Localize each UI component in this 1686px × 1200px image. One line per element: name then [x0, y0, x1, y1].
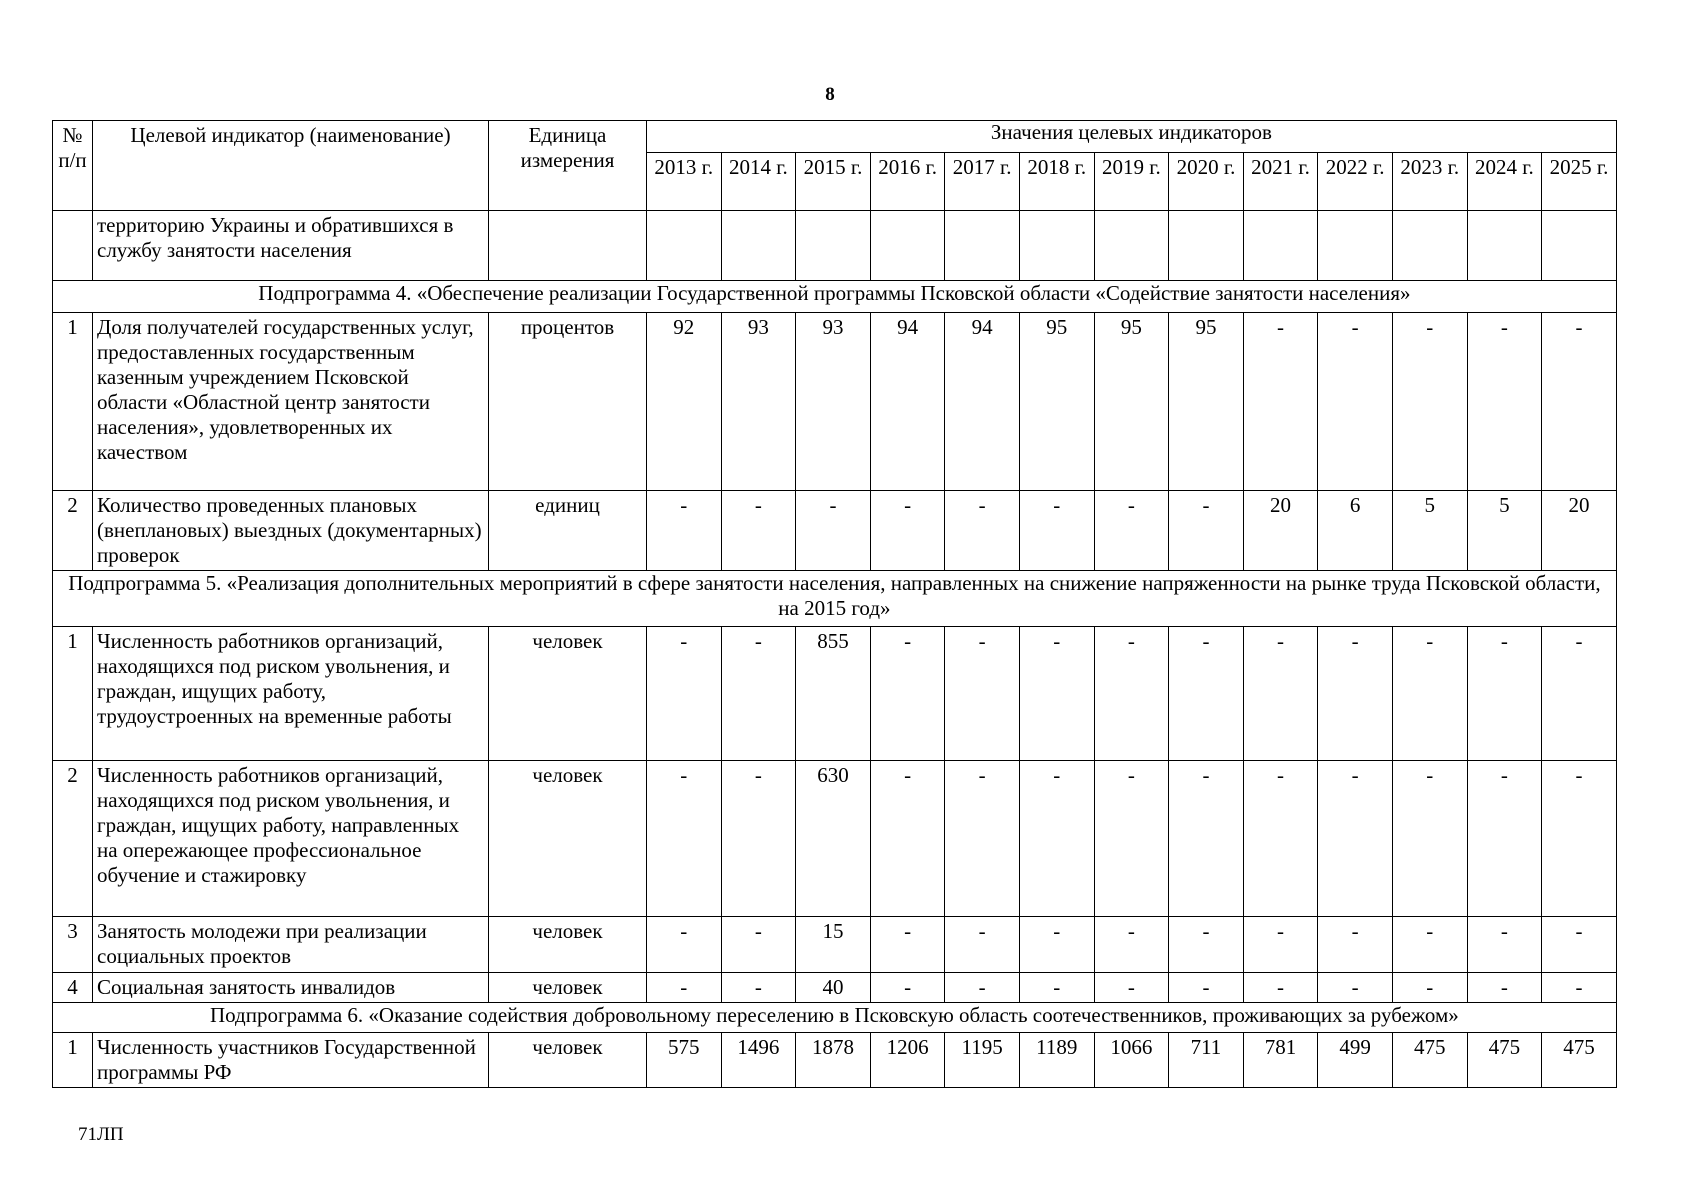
indicator-value: 630 — [796, 761, 871, 917]
indicator-value — [1542, 211, 1617, 281]
subprogram-section-row — [53, 281, 1617, 313]
indicator-value: 5 — [1392, 491, 1467, 571]
page-number: 8 — [825, 84, 835, 105]
subprogram-title: Подпрограмма 6. «Оказание содействия добровольному переселению в Псковскую область соотечественников, проживающих за рубежом» — [53, 1003, 1617, 1033]
indicator-value: 6 — [1318, 491, 1393, 571]
indicator-value: - — [1392, 761, 1467, 917]
indicator-value: - — [1094, 917, 1169, 973]
indicator-value: - — [945, 761, 1020, 917]
indicator-name: территорию Украины и обратившихся в службу занятости населения — [93, 211, 489, 281]
indicator-value: 5 — [1467, 491, 1542, 571]
indicator-value: - — [1169, 973, 1244, 1003]
indicator-value: 93 — [721, 313, 796, 491]
indicator-unit: человек — [489, 1033, 647, 1088]
indicator-row — [53, 1033, 1617, 1088]
indicator-value: - — [1542, 761, 1617, 917]
indicator-row — [53, 627, 1617, 761]
indicator-value: - — [721, 627, 796, 761]
indicator-value — [1169, 211, 1244, 281]
indicator-value: 781 — [1243, 1033, 1318, 1088]
target-indicators-table — [52, 120, 1617, 1088]
row-number: 3 — [53, 917, 93, 973]
indicator-unit: процентов — [489, 313, 647, 491]
indicator-value: - — [1318, 313, 1393, 491]
indicator-unit: человек — [489, 761, 647, 917]
row-number: 1 — [53, 313, 93, 491]
indicator-value: 1206 — [870, 1033, 945, 1088]
indicator-value: - — [945, 973, 1020, 1003]
indicator-value: - — [1243, 313, 1318, 491]
header-year: 2021 г. — [1243, 153, 1318, 211]
indicator-value — [1318, 211, 1393, 281]
indicator-value: - — [1019, 761, 1094, 917]
indicator-value: - — [1318, 973, 1393, 1003]
indicator-row — [53, 491, 1617, 571]
table-header — [53, 121, 1617, 211]
indicator-name: Количество проведенных плановых (внеплановых) выездных (документарных) проверок — [93, 491, 489, 571]
indicator-value: 95 — [1019, 313, 1094, 491]
indicator-value — [870, 211, 945, 281]
indicator-value: - — [1392, 627, 1467, 761]
indicator-value: - — [1467, 917, 1542, 973]
indicator-row — [53, 917, 1617, 973]
subprogram-title: Подпрограмма 4. «Обеспечение реализации Государственной программы Псковской области «Содействие занятости населения» — [53, 281, 1617, 313]
indicator-name: Численность работников организаций, находящихся под риском увольнения, и граждан, ищущих работу, направленных на опережающее профессиональное обучение и стажировку — [93, 761, 489, 917]
header-year: 2018 г. — [1019, 153, 1094, 211]
table-body — [53, 211, 1617, 1088]
indicator-value: - — [1392, 917, 1467, 973]
header-year: 2022 г. — [1318, 153, 1393, 211]
indicator-value — [721, 211, 796, 281]
indicator-value: - — [1467, 761, 1542, 917]
indicator-value: - — [1169, 917, 1244, 973]
header-year: 2025 г. — [1542, 153, 1617, 211]
indicator-value: - — [1019, 917, 1094, 973]
indicator-value: - — [1392, 313, 1467, 491]
indicator-row — [53, 211, 1617, 281]
subprogram-section-row — [53, 571, 1617, 627]
indicator-value: 1496 — [721, 1033, 796, 1088]
indicator-value: - — [1467, 313, 1542, 491]
header-year: 2013 г. — [647, 153, 722, 211]
indicator-value: - — [1243, 761, 1318, 917]
indicator-value — [1467, 211, 1542, 281]
indicator-unit — [489, 211, 647, 281]
indicator-value: - — [1094, 491, 1169, 571]
indicator-value: - — [647, 973, 722, 1003]
header-year: 2017 г. — [945, 153, 1020, 211]
indicator-name: Численность участников Государственной программы РФ — [93, 1033, 489, 1088]
indicator-value: - — [870, 917, 945, 973]
indicator-value: - — [721, 973, 796, 1003]
indicator-value — [1392, 211, 1467, 281]
indicator-value: - — [870, 491, 945, 571]
header-year: 2014 г. — [721, 153, 796, 211]
indicator-value: - — [1392, 973, 1467, 1003]
indicator-value: - — [796, 491, 871, 571]
row-number — [53, 211, 93, 281]
indicator-value: - — [1318, 627, 1393, 761]
indicator-unit: человек — [489, 917, 647, 973]
indicator-value: - — [1094, 973, 1169, 1003]
indicator-value: - — [721, 917, 796, 973]
indicator-value: - — [647, 627, 722, 761]
indicator-value: - — [1542, 973, 1617, 1003]
indicator-value: 475 — [1467, 1033, 1542, 1088]
header-year: 2024 г. — [1467, 153, 1542, 211]
indicator-value: - — [1019, 973, 1094, 1003]
indicator-value: - — [870, 627, 945, 761]
indicator-value: - — [1169, 761, 1244, 917]
indicator-value: - — [1019, 491, 1094, 571]
indicator-value: 92 — [647, 313, 722, 491]
indicator-value: - — [647, 917, 722, 973]
indicator-value: - — [647, 761, 722, 917]
document-code: 71ЛП — [78, 1124, 124, 1145]
indicator-row — [53, 761, 1617, 917]
indicator-value — [647, 211, 722, 281]
header-unit: Единица измерения — [489, 121, 647, 211]
indicator-value: - — [1243, 973, 1318, 1003]
indicator-value: 93 — [796, 313, 871, 491]
indicator-value: 95 — [1094, 313, 1169, 491]
indicator-value — [1243, 211, 1318, 281]
subprogram-title: Подпрограмма 5. «Реализация дополнительных мероприятий в сфере занятости населения, направленных на снижение напряженности на рынке труда Псковской области, на 2015 год» — [53, 571, 1617, 627]
header-year: 2019 г. — [1094, 153, 1169, 211]
header-year: 2015 г. — [796, 153, 871, 211]
indicator-value: 94 — [870, 313, 945, 491]
indicator-value: - — [1542, 313, 1617, 491]
row-number: 4 — [53, 973, 93, 1003]
indicator-value: - — [1169, 491, 1244, 571]
indicator-value: - — [721, 491, 796, 571]
indicator-value: 1878 — [796, 1033, 871, 1088]
indicator-name: Численность работников организаций, находящихся под риском увольнения, и граждан, ищущих работу, трудоустроенных на временные работы — [93, 627, 489, 761]
row-number: 1 — [53, 1033, 93, 1088]
row-number: 2 — [53, 491, 93, 571]
indicator-value: - — [1243, 917, 1318, 973]
indicator-value: 711 — [1169, 1033, 1244, 1088]
indicator-value — [796, 211, 871, 281]
header-year: 2023 г. — [1392, 153, 1467, 211]
indicator-value: - — [1094, 627, 1169, 761]
indicator-value: - — [721, 761, 796, 917]
indicator-value: - — [945, 491, 1020, 571]
indicator-value — [1019, 211, 1094, 281]
indicator-value: - — [1094, 761, 1169, 917]
indicator-value: - — [1542, 917, 1617, 973]
header-num: № п/п — [53, 121, 93, 211]
indicator-value: - — [945, 627, 1020, 761]
indicator-value: - — [870, 761, 945, 917]
row-number: 2 — [53, 761, 93, 917]
indicator-row — [53, 313, 1617, 491]
indicator-value: - — [1243, 627, 1318, 761]
indicator-value: - — [1169, 627, 1244, 761]
header-year: 2016 г. — [870, 153, 945, 211]
indicator-value: - — [647, 491, 722, 571]
indicator-value: 20 — [1243, 491, 1318, 571]
indicator-unit: единиц — [489, 491, 647, 571]
indicator-name: Доля получателей государственных услуг, предоставленных государственным казенным учреждением Псковской области «Областной центр занятости населения», удовлетворенных их качеством — [93, 313, 489, 491]
header-year: 2020 г. — [1169, 153, 1244, 211]
indicator-value: - — [870, 973, 945, 1003]
header-indicator-name: Целевой индикатор (наименование) — [93, 121, 489, 211]
indicator-value: - — [1318, 761, 1393, 917]
indicator-value: - — [1542, 627, 1617, 761]
indicator-value: - — [1019, 627, 1094, 761]
indicator-value: 95 — [1169, 313, 1244, 491]
indicator-unit: человек — [489, 627, 647, 761]
indicator-value: 1189 — [1019, 1033, 1094, 1088]
indicator-name: Занятость молодежи при реализации социальных проектов — [93, 917, 489, 973]
indicator-value: 475 — [1542, 1033, 1617, 1088]
indicator-value: - — [1318, 917, 1393, 973]
indicator-value: 499 — [1318, 1033, 1393, 1088]
indicator-value: 855 — [796, 627, 871, 761]
indicator-value: 575 — [647, 1033, 722, 1088]
row-number: 1 — [53, 627, 93, 761]
indicator-name: Социальная занятость инвалидов — [93, 973, 489, 1003]
indicator-value: 475 — [1392, 1033, 1467, 1088]
indicator-value — [1094, 211, 1169, 281]
indicator-value: 94 — [945, 313, 1020, 491]
indicator-value: - — [1467, 627, 1542, 761]
indicator-value: 15 — [796, 917, 871, 973]
indicator-value: 1195 — [945, 1033, 1020, 1088]
indicator-value: 40 — [796, 973, 871, 1003]
indicator-unit: человек — [489, 973, 647, 1003]
indicator-value: - — [1467, 973, 1542, 1003]
indicator-value: 20 — [1542, 491, 1617, 571]
subprogram-section-row — [53, 1003, 1617, 1033]
indicator-value: 1066 — [1094, 1033, 1169, 1088]
header-indicator-values: Значения целевых индикаторов — [647, 121, 1617, 153]
indicator-row — [53, 973, 1617, 1003]
indicator-value — [945, 211, 1020, 281]
indicator-value: - — [945, 917, 1020, 973]
